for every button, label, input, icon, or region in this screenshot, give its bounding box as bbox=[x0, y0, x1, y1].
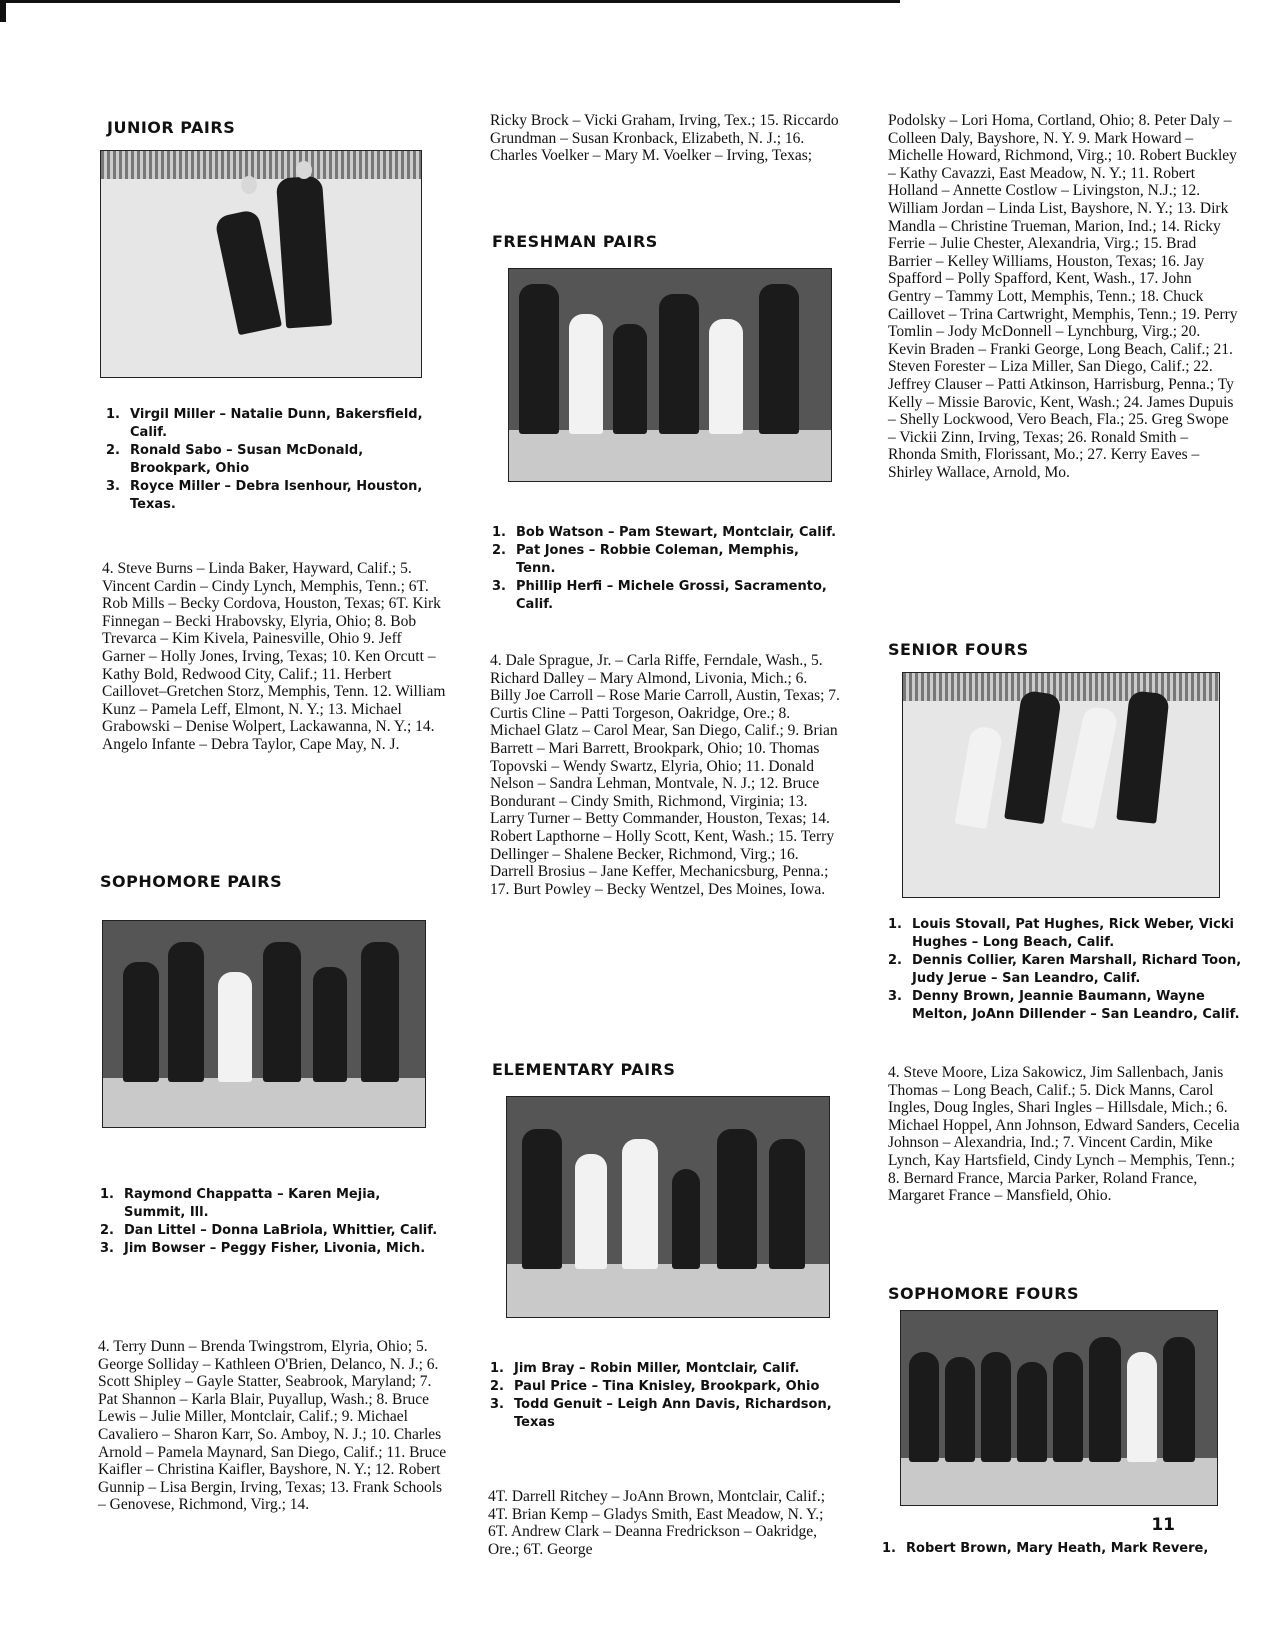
list-item: 1. Louis Stovall, Pat Hughes, Rick Weber, Vicki Hughes – Long Beach, Calif. bbox=[888, 917, 1234, 950]
list-item: 2. Ronald Sabo – Susan McDonald, Brookpark, Ohio bbox=[106, 443, 364, 476]
list-item: 1. Raymond Chappatta – Karen Mejia, Summit, Ill. bbox=[100, 1187, 381, 1220]
page-number: 11 bbox=[1151, 1515, 1175, 1535]
list-item: 2. Dan Littel – Donna LaBriola, Whittier, Calif. bbox=[100, 1223, 438, 1238]
sophomore-fours-heading: SOPHOMORE FOURS bbox=[888, 1284, 1080, 1303]
list-item: 3. Todd Genuit – Leigh Ann Davis, Richardson, Texas bbox=[490, 1397, 832, 1430]
junior-pairs-photo bbox=[100, 150, 422, 378]
page-top-rule bbox=[0, 0, 900, 3]
list-item: 2. Dennis Collier, Karen Marshall, Richard Toon, Judy Jerue – San Leandro, Calif. bbox=[888, 953, 1242, 986]
list-item: 2. Paul Price – Tina Knisley, Brookpark, Ohio bbox=[490, 1379, 820, 1394]
sophomore-pairs-heading: SOPHOMORE PAIRS bbox=[100, 872, 283, 891]
list-item: 3. Phillip Herfi – Michele Grossi, Sacramento, Calif. bbox=[492, 579, 827, 612]
list-item: 2. Pat Jones – Robbie Coleman, Memphis, Tenn. bbox=[492, 543, 799, 576]
junior-pairs-heading: JUNIOR PAIRS bbox=[107, 118, 236, 137]
junior-pairs-top-three bbox=[106, 406, 446, 514]
list-item: 1. Robert Brown, Mary Heath, Mark Revere, bbox=[882, 1541, 1209, 1556]
sophomore-pairs-continued: Ricky Brock – Vicki Graham, Irving, Tex.; 15. Riccardo Grundman – Susan Kronback, Elizabeth, N. J.; 16. Charles Voelker – Mary M. Voelker – Irving, Texas; bbox=[490, 112, 839, 165]
senior-fours-photo bbox=[902, 672, 1220, 898]
freshman-pairs-heading: FRESHMAN PAIRS bbox=[492, 232, 658, 251]
elementary-pairs-other-places: 4T. Darrell Ritchey – JoAnn Brown, Montclair, Calif.; 4T. Brian Kemp – Gladys Smith, East Meadow, N. Y.; 6T. Andrew Clark – Deanna Fredrickson – Oakridge, Ore.; 6T. George bbox=[488, 1488, 826, 1558]
sophomore-pairs-other-places: 4. Terry Dunn – Brenda Twingstrom, Elyria, Ohio; 5. George Solliday – Kathleen O'Brien, Delanco, N. J.; 6. Scott Shipley – Gayle Statter, Seabrook, Maryland; 7. Pat Shannon – Karla Blair, Puyallup, Wash.; 8. Bruce Lewis – Julie Miller, Montclair, Calif.; 9. Michael Cavaliero – Sharon Karr, So. Amboy, N. J.; 10. Charles Arnold – Pamela Maynard, San Diego, Calif.; 11. Bruce Kaifler – Christina Kaifler, Bayshore, N. Y.; 12. Robert Gunnip – Lisa Bergin, Irving, Texas; 13. Frank Schools – Genovese, Richmond, Virg.; 14. bbox=[98, 1338, 447, 1514]
elementary-pairs-photo bbox=[506, 1096, 830, 1318]
senior-fours-top-three bbox=[888, 916, 1248, 1024]
sophomore-fours-top-places bbox=[882, 1540, 1242, 1558]
sophomore-pairs-photo bbox=[102, 920, 426, 1128]
elementary-pairs-heading: ELEMENTARY PAIRS bbox=[492, 1060, 676, 1079]
sophomore-pairs-top-three bbox=[100, 1186, 440, 1258]
list-item: 1. Jim Bray – Robin Miller, Montclair, Calif. bbox=[490, 1361, 800, 1376]
list-item: 3. Denny Brown, Jeannie Baumann, Wayne Melton, JoAnn Dillender – San Leandro, Calif. bbox=[888, 989, 1240, 1022]
list-item: 1. Bob Watson – Pam Stewart, Montclair, Calif. bbox=[492, 525, 837, 540]
page-corner-mark bbox=[0, 0, 6, 22]
senior-fours-other-places: 4. Steve Moore, Liza Sakowicz, Jim Sallenbach, Janis Thomas – Long Beach, Calif.; 5. Dick Manns, Carol Ingles, Doug Ingles, Shari Ingles – Hillsdale, Mich.; 6. Michael Hoppel, Ann Johnson, Edward Sanders, Cecelia Johnson – Alexandria, Ind.; 7. Vincent Cardin, Mike Lynch, Kay Hartsfield, Cindy Lynch – Memphis, Tenn.; 8. Bernard France, Marcia Parker, Roland France, Margaret France – Mansfield, Ohio. bbox=[888, 1064, 1240, 1205]
list-item: 3. Jim Bowser – Peggy Fisher, Livonia, Mich. bbox=[100, 1241, 426, 1256]
list-item: 1. Virgil Miller – Natalie Dunn, Bakersfield, Calif. bbox=[106, 407, 423, 440]
senior-fours-heading: SENIOR FOURS bbox=[888, 640, 1029, 659]
freshman-pairs-other-places: 4. Dale Sprague, Jr. – Carla Riffe, Ferndale, Wash., 5. Richard Dalley – Mary Almond, Livonia, Mich.; 6. Billy Joe Carroll – Rose Marie Carroll, Austin, Texas; 7. Curtis Cline – Patti Torgeson, Oakridge, Ore.; 8. Michael Glatz – Carol Mear, San Diego, Calif.; 9. Brian Barrett – Mari Barrett, Brookpark, Ohio; 10. Thomas Topovski – Wendy Swartz, Elyria, Ohio; 11. Donald Nelson – Sandra Lehman, Montvale, N. J.; 12. Bruce Bondurant – Cindy Smith, Richmond, Virginia; 13. Larry Turner – Betty Commander, Houston, Texas; 14. Robert Lapthorne – Holly Scott, Kent, Wash.; 15. Terry Dellinger – Shalene Becker, Richmond, Virg.; 16. Darrell Brosius – Jane Keffer, Mechanicsburg, Penna.; 17. Burt Powley – Becky Wentzel, Des Moines, Iowa. bbox=[490, 652, 840, 898]
junior-pairs-other-places: 4. Steve Burns – Linda Baker, Hayward, Calif.; 5. Vincent Cardin – Cindy Lynch, Memphis, Tenn.; 6T. Rob Mills – Becky Cordova, Houston, Texas; 6T. Kirk Finnegan – Becki Hrabovsky, Elyria, Ohio; 8. Bob Trevarca – Kim Kivela, Painesville, Ohio 9. Jeff Garner – Holly Jones, Irving, Texas; 10. Ken Orcutt – Kathy Bold, Redwood City, Calif.; 11. Herbert Caillovet–Gretchen Storz, Memphis, Tenn. 12. William Kunz – Pamela Leff, Elmont, N. Y.; 13. Michael Grabowski – Denise Wolpert, Lackawanna, N. Y.; 14. Angelo Infante – Debra Taylor, Cape May, N. J. bbox=[102, 560, 446, 753]
list-item: 3. Royce Miller – Debra Isenhour, Houston, Texas. bbox=[106, 479, 423, 512]
elementary-pairs-continued: Podolsky – Lori Homa, Cortland, Ohio; 8. Peter Daly – Colleen Daly, Bayshore, N. Y. 9. Mark Howard – Michelle Howard, Richmond, Virg.; 10. Robert Buckley – Kathy Cavazzi, East Meadow, N. Y.; 11. Robert Holland – Annette Costlow – Livingston, N.J.; 12. William Jordan – Linda List, Bayshore, N. Y.; 13. Dirk Mandla – Christine Trueman, Marion, Ind.; 14. Ricky Ferrie – Julie Chester, Alexandria, Virg.; 15. Brad Barrier – Kelley Williams, Houston, Texas; 16. Jay Spafford – Polly Spafford, Kent, Wash., 17. John Gentry – Tammy Lott, Memphis, Tenn.; 18. Chuck Caillovet – Trina Cartwright, Memphis, Tenn.; 19. Perry Tomlin – Jody McDonnell – Lynchburg, Virg.; 20. Kevin Braden – Franki George, Long Beach, Calif.; 21. Steven Forester – Liza Miller, San Diego, Calif.; 22. Jeffrey Clauser – Patti Atkinson, Harrisburg, Penna.; Ty Kelly – Missie Barovic, Kent, Wash.; 24. James Dupuis – Shelly Lockwood, Vero Beach, Fla.; 25. Greg Swope – Vickii Zinn, Irving, Texas; 26. Ronald Smith – Rhonda Smith, Florissant, Mo.; 27. Kerry Eaves – Shirley Wallace, Arnold, Mo. bbox=[888, 112, 1238, 481]
sophomore-fours-photo bbox=[900, 1310, 1218, 1506]
freshman-pairs-photo bbox=[508, 268, 832, 482]
elementary-pairs-top-three bbox=[490, 1360, 835, 1432]
freshman-pairs-top-three bbox=[492, 524, 837, 614]
